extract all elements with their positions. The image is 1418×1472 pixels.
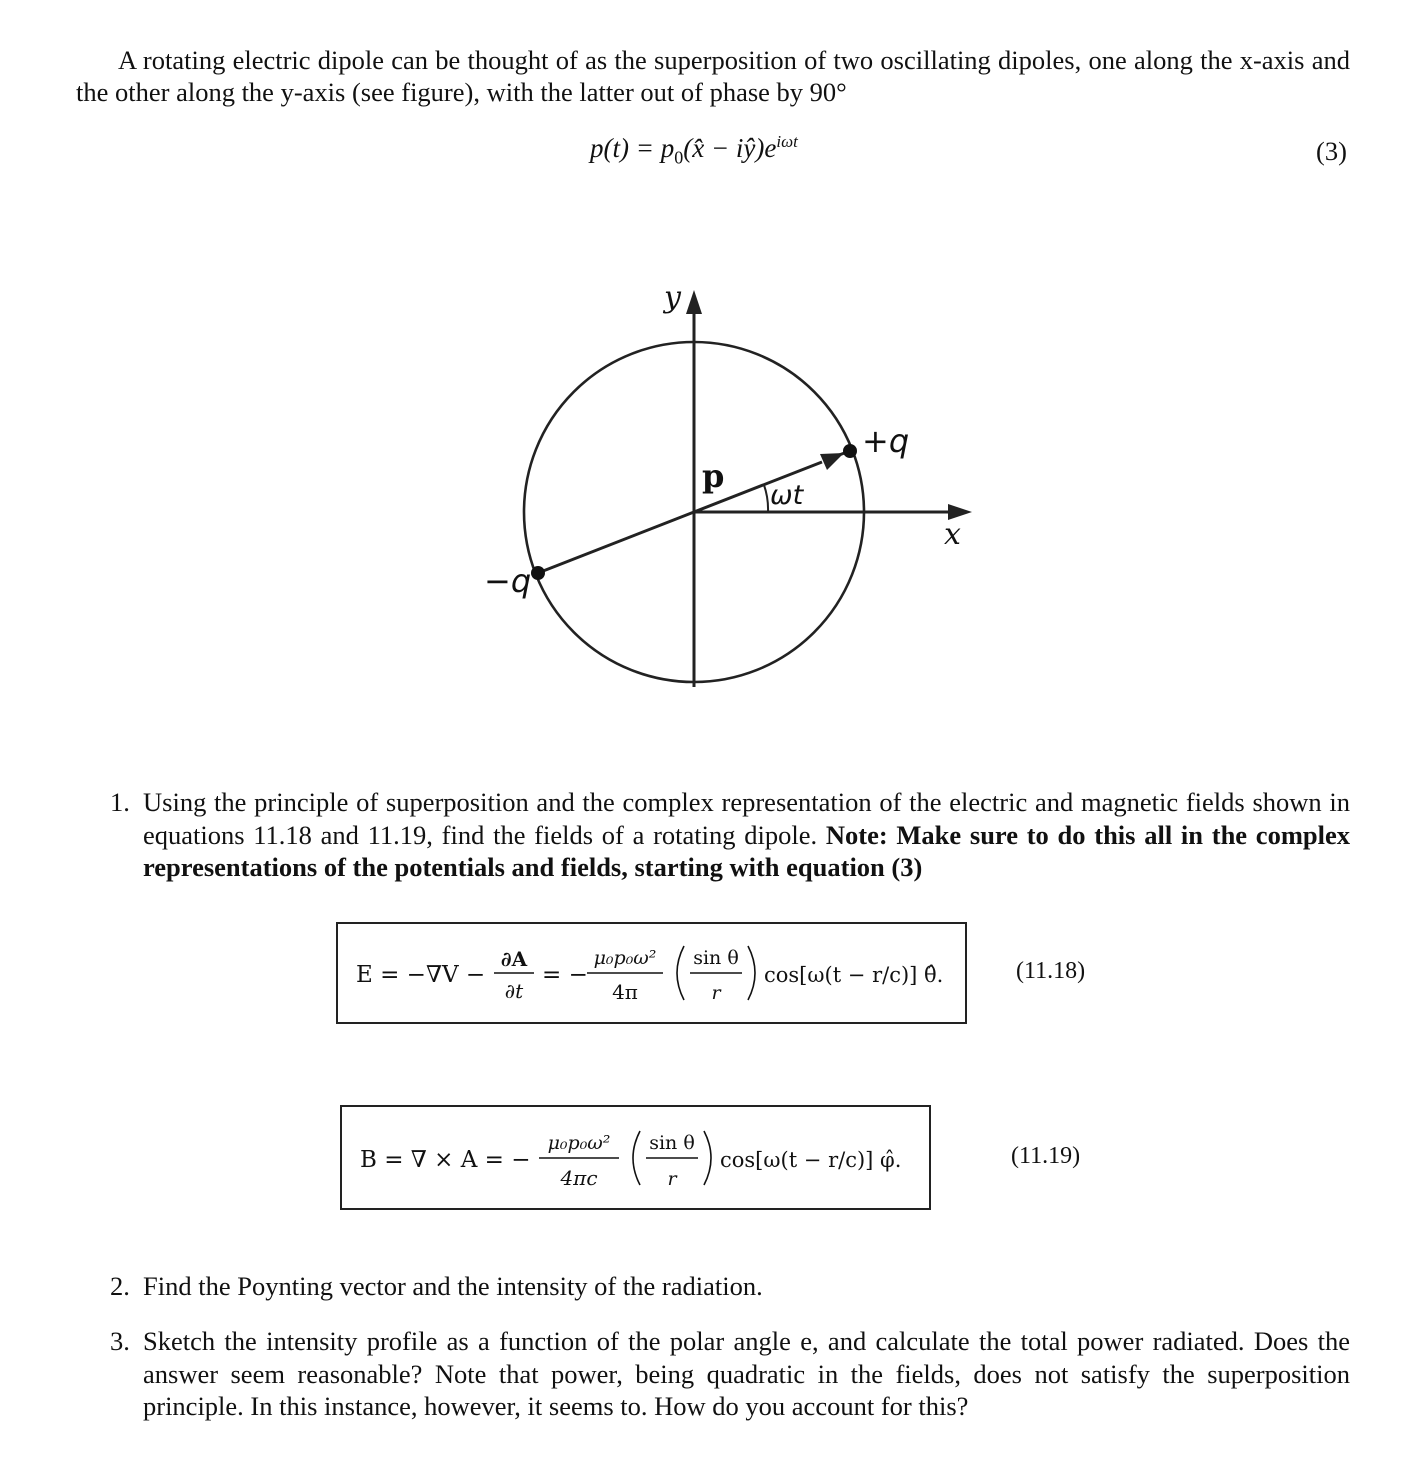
negative-charge <box>531 566 545 580</box>
equation-11-19-box <box>340 1105 931 1210</box>
intro-text: A rotating electric dipole can be thought of as the superposition of two oscillating dipoles, one along the x-axis and the other along the y-axis (see figure), with the latter out of phase by 90° <box>76 45 1350 107</box>
equation-11-19-number: (11.19) <box>1011 1143 1081 1169</box>
eq1118-frac2-den: 4π <box>612 980 638 1004</box>
x-axis-label: x <box>944 517 961 552</box>
eq3-exponent: iωt <box>776 132 798 151</box>
eq3-subscript: 0 <box>674 147 684 168</box>
question-1-text: Using the principle of superposition and the complex representation of the electric and magnetic fields shown in equations 11.18 and 11.19, find the fields of a rotating dipole. <box>143 787 1350 850</box>
equation-11-18-number: (11.18) <box>1016 958 1086 984</box>
rotating-dipole-figure <box>470 282 990 702</box>
eq1119-lhs: B = ∇ × A = − <box>360 1147 531 1173</box>
equation-3 <box>590 132 798 168</box>
negative-charge-label: −q <box>484 562 532 600</box>
eq1119-left-paren <box>633 1131 640 1185</box>
eq1118-frac1-den: ∂t <box>504 979 524 1003</box>
eq1118-equals: = − <box>542 962 588 988</box>
eq1119-frac2-num: μ₀p₀ω² <box>547 1132 611 1154</box>
eq1118-left-paren <box>677 946 684 1000</box>
eq1118-frac1-num: ∂A <box>500 947 528 971</box>
question-3-number: 3. <box>110 1326 130 1356</box>
eq1118-frac2-num: μ₀p₀ω² <box>593 947 657 969</box>
vector-label: p <box>702 457 725 495</box>
eq3-lhs: p(t) = p <box>590 133 675 163</box>
question-1-note: Note: Make sure to do this all in the complex representations of the potentials and fields, starting with equation (3) <box>143 819 1351 882</box>
question-2-number: 2. <box>110 1271 130 1301</box>
eq1118-right-paren <box>748 946 755 1000</box>
question-2 <box>110 1270 1350 1303</box>
eq1118-lhs: E = −∇V − <box>356 962 486 988</box>
question-1 <box>110 786 1350 884</box>
eq1118-frac3-den: r <box>711 982 721 1004</box>
eq1118-frac3-num: sin θ <box>693 947 739 969</box>
positive-charge-label: +q <box>862 422 910 460</box>
question-2-text: Find the Poynting vector and the intensity of the radiation. <box>143 1271 763 1301</box>
equation-11-18-box <box>336 922 967 1024</box>
eq1119-tail: cos[ω(t − r/c)] φ̂. <box>720 1148 902 1172</box>
eq3-middle: (x̂ − iŷ)e <box>683 133 777 163</box>
eq1119-frac3-num: sin θ <box>649 1132 695 1154</box>
dipole-line <box>538 512 694 573</box>
eq1119-frac2-den: 4πc <box>560 1166 598 1190</box>
eq1119-right-paren <box>704 1131 711 1185</box>
dipole-diagram <box>470 282 990 702</box>
eq1119-frac3-den: r <box>667 1168 677 1190</box>
positive-charge <box>843 444 857 458</box>
equation-3-number: (3) <box>1316 136 1347 166</box>
y-axis-arrowhead <box>686 290 702 314</box>
angle-arc <box>764 485 768 512</box>
question-3-text: Sketch the intensity profile as a function of the polar angle e, and calculate the total power radiated. Does the answer seem reasonable? Note that power, being quadratic in the fields, does not satisfy the superposition principle. In this instance, however, it seems to. How do you account for this? <box>143 1326 1350 1421</box>
y-axis-label: y <box>664 282 681 315</box>
intro-paragraph <box>76 44 1350 108</box>
question-3 <box>110 1325 1350 1423</box>
question-1-number: 1. <box>110 787 130 817</box>
angle-label: ωt <box>770 480 804 511</box>
eq1118-tail: cos[ω(t − r/c)] θ̂. <box>764 963 944 987</box>
